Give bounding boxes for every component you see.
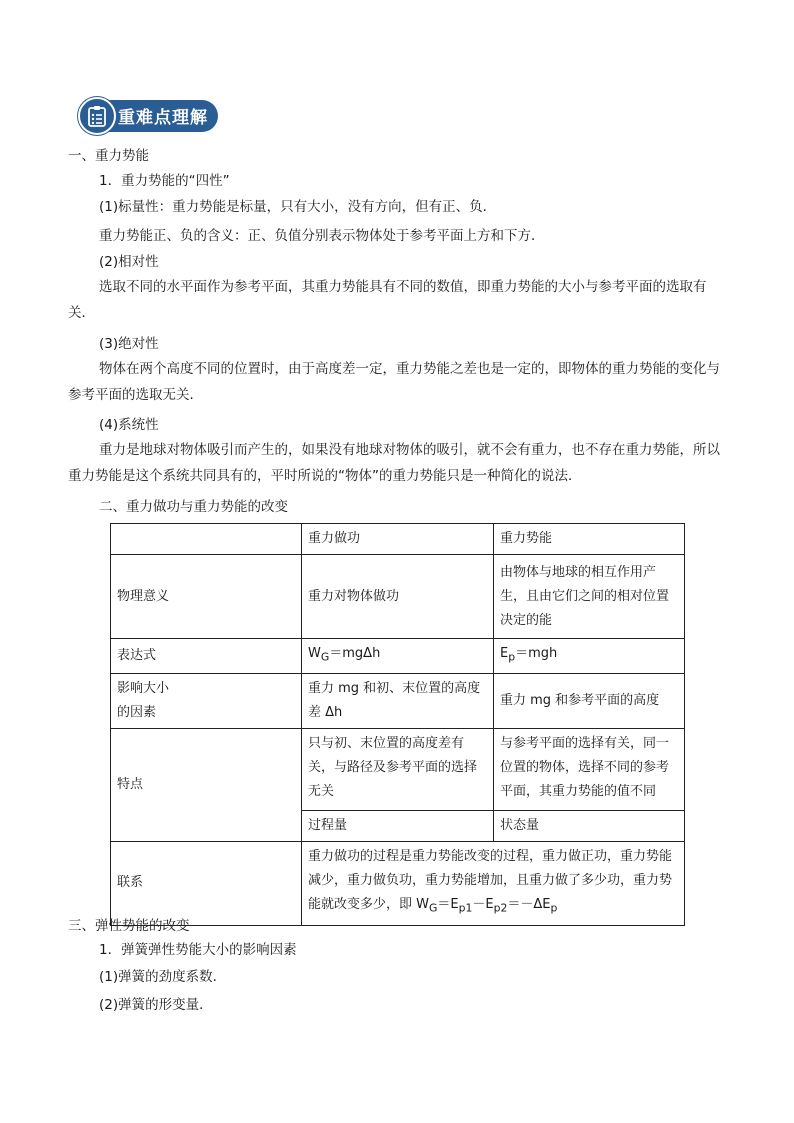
table-cell-formula-work: $W_G=mg\Delta h$: [302, 639, 494, 674]
table-row: [111, 728, 685, 810]
section-banner: [78, 97, 218, 135]
table-cell: 重力 mg 和初、末位置的高度差 Δh: [302, 673, 494, 728]
subheading-elastic-factors: 1．弹簧弹性势能大小的影响因素: [99, 942, 297, 958]
paragraph-relativity: 选取不同的水平面作为参考平面，其重力势能具有不同的数值，即重力势能的大小与参考平面的选取有关．: [68, 279, 707, 321]
table-header-row: [111, 524, 685, 555]
table-row-label: 表达式: [111, 639, 302, 674]
table-row: [111, 841, 685, 925]
section-heading-2: 二、重力做功与重力势能的改变: [99, 499, 288, 515]
table-cell: 重力 mg 和参考平面的高度: [494, 673, 685, 728]
subheading-four-properties: 1．重力势能的“四性”: [99, 173, 230, 189]
paragraph-deformation: (2)弹簧的形变量．: [99, 997, 213, 1013]
table-cell: 过程量: [302, 810, 494, 841]
table-cell: 重力对物体做功: [302, 555, 494, 639]
table-cell: 由物体与地球的相互作用产生，且由它们之间的相对位置决定的能: [494, 555, 685, 639]
table-cell-connection: 重力做功的过程是重力势能改变的过程，重力做正功，重力势能减少，重力做负功，重力势能增加，且重力做了多少功，重力势能就改变多少，即 $W_G=E_{p1}-E_{p2}=-\Delta E_p$: [302, 841, 685, 925]
section-heading-1: 一、重力势能: [68, 148, 149, 164]
table-row-label: 物理意义: [111, 555, 302, 639]
paragraph-stiffness: (1)弹簧的劲度系数．: [99, 969, 227, 985]
table-cell: 状态量: [494, 810, 685, 841]
paragraph-systemic: 重力是地球对物体吸引而产生的，如果没有地球对物体的吸引，就不会有重力，也不存在重力势能，所以重力势能是这个系统共同具有的，平时所说的“物体”的重力势能只是一种简化的说法．: [68, 442, 720, 484]
table-cell: 只与初、末位置的高度差有关，与路径及参考平面的选择无关: [302, 728, 494, 810]
paragraph-absoluteness: 物体在两个高度不同的位置时，由于高度差一定，重力势能之差也是一定的，即物体的重力势能的变化与参考平面的选取无关．: [68, 361, 720, 403]
table-cell-empty: [111, 524, 302, 555]
table-header-potential-energy: 重力势能: [494, 524, 685, 555]
subheading-relativity: (2)相对性: [99, 254, 159, 270]
table-row-label: 特点: [111, 728, 302, 841]
subheading-systemic: (4)系统性: [99, 417, 159, 433]
table-row-label: 联系: [111, 841, 302, 925]
section-heading-3: 三、弹性势能的改变: [68, 918, 190, 934]
table-header-work: 重力做功: [302, 524, 494, 555]
table-row: [111, 673, 685, 728]
clipboard-checklist-icon: [78, 97, 116, 135]
paragraph-scalar: (1)标量性：重力势能是标量，只有大小，没有方向，但有正、负．: [99, 199, 497, 215]
subheading-absoluteness: (3)绝对性: [99, 336, 159, 352]
table-row-label: 影响大小 的因素: [111, 673, 302, 728]
table-row: [111, 639, 685, 674]
table-cell: 与参考平面的选择有关，同一位置的物体，选择不同的参考平面，其重力势能的值不同: [494, 728, 685, 810]
table-row: [111, 555, 685, 639]
paragraph-sign-meaning: 重力势能正、负的含义：正、负值分别表示物体处于参考平面上方和下方．: [99, 228, 545, 244]
comparison-table: [110, 523, 685, 926]
banner-title: 重难点理解: [118, 108, 208, 128]
table-cell-formula-pe: $E_p=mgh$: [494, 639, 685, 674]
